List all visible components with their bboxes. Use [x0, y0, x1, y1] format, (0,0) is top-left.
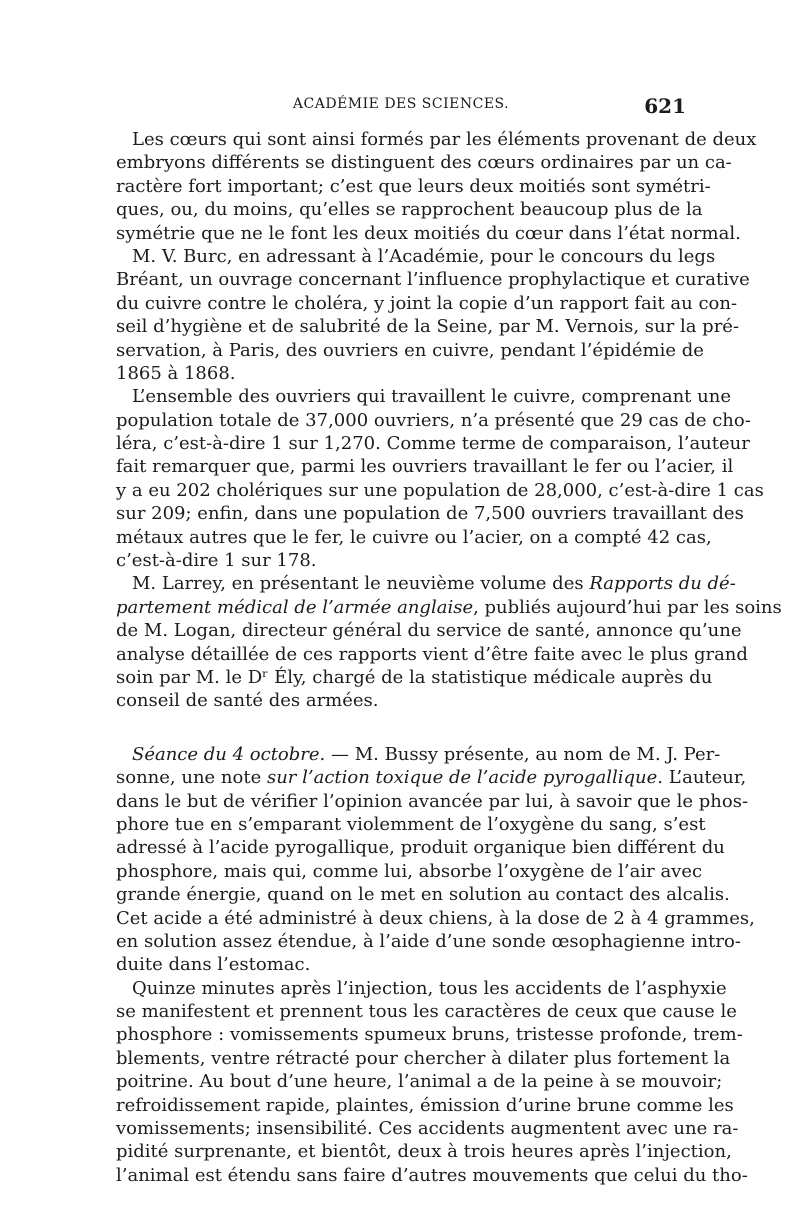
- text-line: y a eu 202 cholériques sur une population de 28,000, c’est-à-dire 1 cas: [116, 479, 764, 501]
- text-line: de M. Logan, directeur général du service de santé, annonce qu’une: [116, 620, 742, 642]
- text-line: poitrine. Au bout d’une heure, l’animal a de la peine à se mouvoir;: [116, 1071, 723, 1093]
- text-line: symétrie que ne le font les deux moitiés du cœur dans l’état normal.: [116, 222, 741, 244]
- text-line: du cuivre contre le choléra, y joint la copie d’un rapport fait au con-: [116, 292, 738, 314]
- body-text: [116, 128, 782, 1187]
- text-line: métaux autres que le fer, le cuivre ou l’acier, on a compté 42 cas,: [116, 526, 712, 548]
- text-line: phosphore : vomissements spumeux bruns, tristesse profonde, trem-: [116, 1024, 743, 1046]
- text-line: M. Larrey, en présentant le neuvième volume des Rapports du dé-: [132, 573, 736, 595]
- text-line: grande énergie, quand on le met en solution au contact des alcalis.: [116, 884, 730, 906]
- text-line: fait remarquer que, parmi les ouvriers travaillant le fer ou l’acier, il: [116, 456, 734, 478]
- text-line: Bréant, un ouvrage concernant l’influence prophylactique et curative: [116, 269, 750, 291]
- text-line: L’ensemble des ouvriers qui travaillent le cuivre, comprenant une: [132, 386, 731, 408]
- text-line: ractère fort important; c’est que leurs deux moitiés sont symétri-: [116, 175, 711, 197]
- page-number: 621: [644, 94, 686, 118]
- text-line: adressé à l’acide pyrogallique, produit organique bien différent du: [116, 837, 725, 859]
- section-gap: [116, 713, 686, 743]
- text-line: servation, à Paris, des ouvriers en cuivre, pendant l’épidémie de: [116, 339, 704, 361]
- text-line: ques, ou, du moins, qu’elles se rapprochent beaucoup plus de la: [116, 199, 703, 221]
- text-line: se manifestent et prennent tous les caractères de ceux que cause le: [116, 1001, 737, 1023]
- text-line: phosphore, mais qui, comme lui, absorbe l’oxygène de l’air avec: [116, 860, 703, 882]
- text-line: Quinze minutes après l’injection, tous les accidents de l’asphyxie: [132, 977, 727, 999]
- text-line: Cet acide a été administré à deux chiens, à la dose de 2 à 4 grammes,: [116, 907, 755, 929]
- text-line: sur 209; enfin, dans une population de 7,500 ouvriers travaillant des: [116, 503, 744, 525]
- text-line: phore tue en s’emparant violemment de l’oxygène du sang, s’est: [116, 813, 706, 835]
- text-line: vomissements; insensibilité. Ces accidents augmentent avec une ra-: [116, 1118, 739, 1140]
- text-line: refroidissement rapide, plaintes, émission d’urine brune comme les: [116, 1094, 734, 1116]
- text-line: sonne, une note sur l’action toxique de l’acide pyrogallique. L’auteur,: [116, 767, 747, 789]
- text-line: partement médical de l’armée anglaise, publiés aujourd’hui par les soins: [116, 596, 782, 618]
- text-line: léra, c’est-à-dire 1 sur 1,270. Comme terme de comparaison, l’auteur: [116, 433, 750, 455]
- running-header: [116, 96, 686, 122]
- text-line: Les cœurs qui sont ainsi formés par les éléments provenant de deux: [132, 129, 757, 150]
- text-line: pidité surprenante, et bientôt, deux à trois heures après l’injection,: [116, 1141, 732, 1163]
- text-line: seil d’hygiène et de salubrité de la Seine, par M. Vernois, sur la pré-: [116, 316, 740, 338]
- header-title: ACADÉMIE DES SCIENCES.: [292, 96, 510, 112]
- text-line: Séance du 4 octobre. — M. Bussy présente, au nom de M. J. Per-: [132, 743, 721, 765]
- text-line: en solution assez étendue, à l’aide d’une sonde œsophagienne intro-: [116, 930, 741, 952]
- text-line: conseil de santé des armées.: [116, 690, 379, 712]
- text-line: blements, ventre rétracté pour chercher à dilater plus fortement la: [116, 1047, 731, 1069]
- text-line: embryons différents se distinguent des cœurs ordinaires par un ca-: [116, 152, 732, 174]
- text-line: dans le but de vérifier l’opinion avancée par lui, à savoir que le phos-: [116, 790, 749, 812]
- text-line: analyse détaillée de ces rapports vient d’être faite avec le plus grand: [116, 643, 748, 665]
- text-line: duite dans l’estomac.: [116, 954, 311, 976]
- text-line: l’animal est étendu sans faire d’autres mouvements que celui du tho-: [116, 1164, 748, 1186]
- text-line: 1865 à 1868.: [116, 362, 236, 384]
- text-line: population totale de 37,000 ouvriers, n’a présenté que 29 cas de cho-: [116, 409, 751, 431]
- text-line: soin par M. le Dʳ Ély, chargé de la statistique médicale auprès du: [116, 666, 713, 688]
- text-line: c’est-à-dire 1 sur 178.: [116, 550, 317, 572]
- text-line: M. V. Burc, en adressant à l’Académie, pour le concours du legs: [132, 245, 716, 267]
